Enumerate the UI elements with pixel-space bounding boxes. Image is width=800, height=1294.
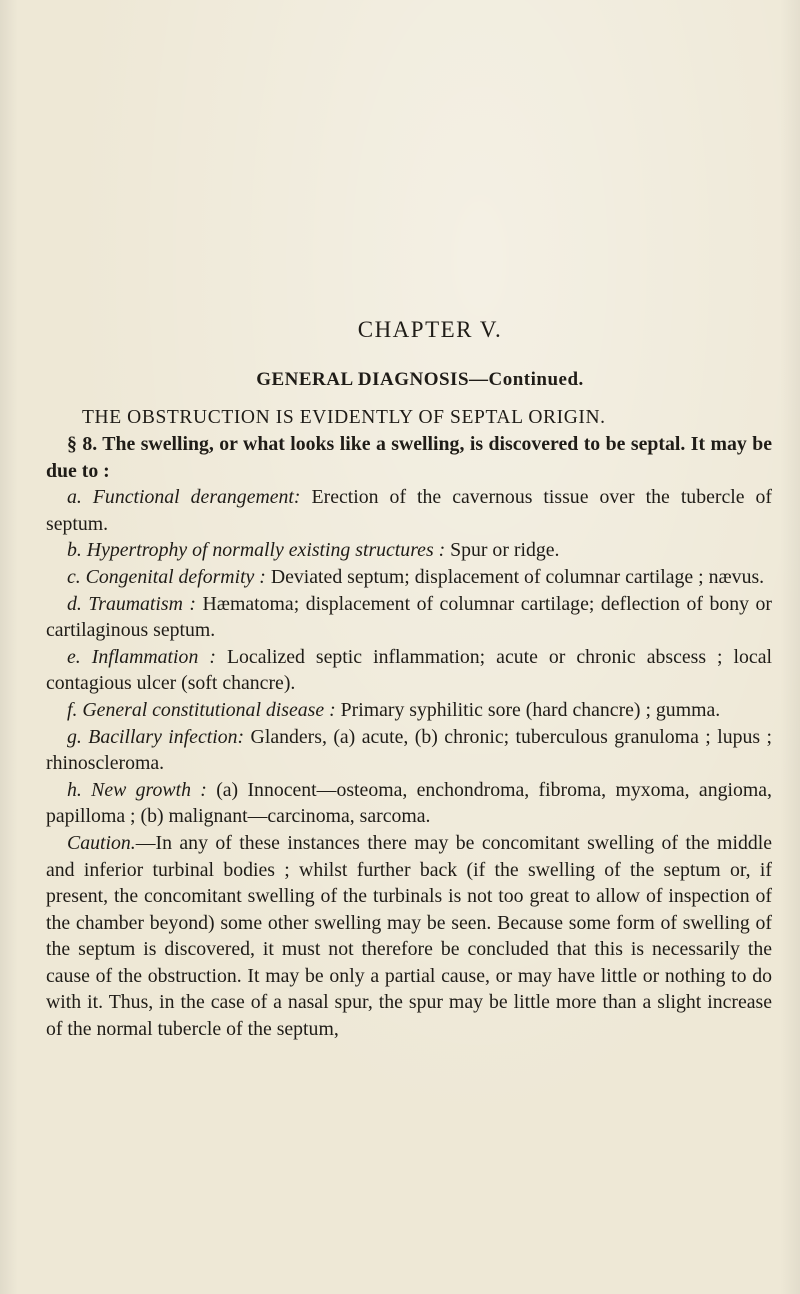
caution-label: Caution. (67, 831, 136, 854)
intro-paragraph: § 8. The swelling, or what looks like a swelling, is discovered to be septal. It may be due to : (46, 433, 772, 482)
item-label: b. Hypertrophy of normally existing structures : (67, 539, 446, 562)
item-text: Erection of the cavernous tissue over the tubercle of septum. (46, 486, 773, 535)
list-item-g (46, 724, 772, 777)
list-item-h (46, 777, 772, 830)
item-label: d. Traumatism : (67, 592, 196, 615)
body-text (46, 431, 772, 1043)
item-label: f. General constitutional disease : (67, 698, 336, 721)
list-item-d (46, 591, 772, 644)
item-text: (a) Innocent—osteoma, enchondroma, fibroma, myxoma, angioma, papilloma ; (b) malignant—carcinoma, sarcoma. (46, 778, 772, 828)
list-item-c (46, 564, 772, 591)
caution-text: —In any of these instances there may be concomitant swelling of the middle and inferior turbinal bodies ; whilst further back (if the swelling of the septum or, if present, the concomitant swelling of the turbinals is not too great to allow of inspection of the chamber beyond) some other swelling may be seen. Because some form of swelling of the septum is discovered, it must not therefore be concluded that this is necessarily the cause of the obstruction. It may be only a partial cause, or may have little or nothing to do with it. Thus, in the case of a nasal spur, the spur may be little more than a slight increase of the normal tubercle of the septum, (46, 831, 772, 1041)
list-item-b (46, 537, 772, 564)
item-label: g. Bacillary infection: (67, 725, 245, 748)
chapter-subtitle: GENERAL DIAGNOSIS—Continued. (256, 369, 584, 390)
section-heading: THE OBSTRUCTION IS EVIDENTLY OF SEPTAL ORIGIN. (82, 407, 606, 428)
item-label: a. Functional derangement: (67, 486, 301, 509)
caution-paragraph (46, 830, 772, 1043)
list-item-e (46, 644, 772, 697)
item-text: Glanders, (a) acute, (b) chronic; tuberculous granuloma ; lupus ; rhinoscleroma. (46, 725, 772, 775)
item-text: Spur or ridge. (445, 539, 560, 562)
item-text: Hæmatoma; displacement of columnar cartilage; deflection of bony or cartilaginous septum. (46, 592, 772, 642)
item-text: Primary syphilitic sore (hard chancre) ; gumma. (335, 698, 721, 721)
item-text: Deviated septum; displacement of columnar cartilage ; nævus. (265, 565, 765, 588)
item-label: c. Congenital deformity : (67, 565, 266, 588)
item-label: e. Inflammation : (67, 645, 216, 668)
list-item-f (46, 697, 772, 724)
list-item-a (46, 484, 772, 537)
item-label: h. New growth : (67, 778, 207, 801)
chapter-heading: CHAPTER V. (357, 317, 503, 342)
item-text: Localized septic inflammation; acute or chronic abscess ; local contagious ulcer (soft chancre). (46, 645, 772, 695)
